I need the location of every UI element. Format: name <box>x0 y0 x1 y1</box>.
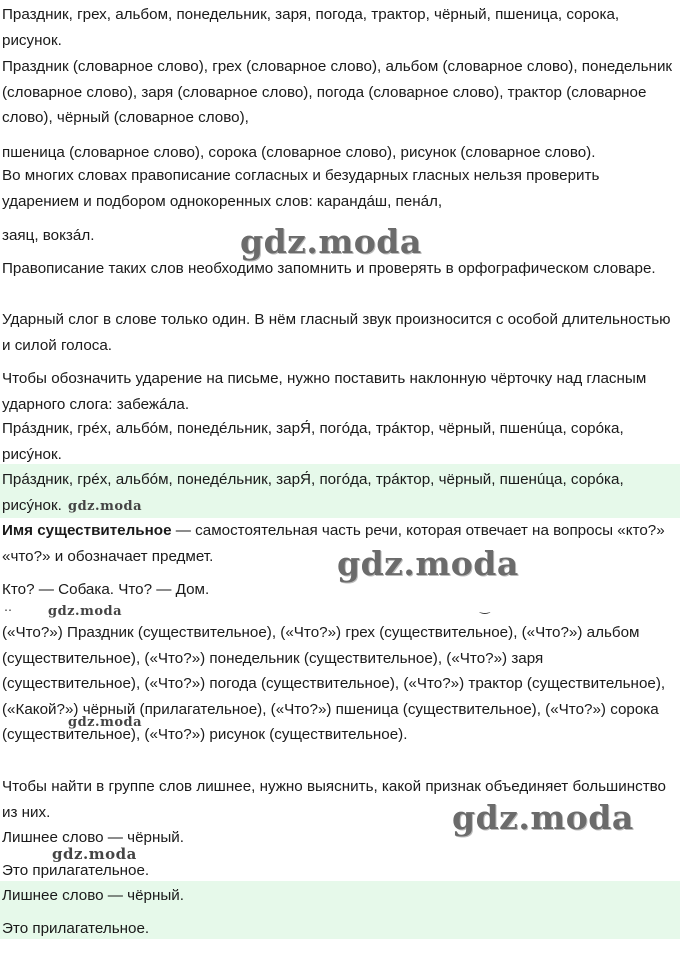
stress-mark-paragraph: Чтобы обозначить ударение на письме, нужно поставить наклонную чёрточку над гласным ударного слога: забежáла. <box>2 370 647 413</box>
part-of-speech-answer: Это прилагательное. <box>2 920 150 937</box>
watermark-logo-2: gdz.moda <box>337 544 519 583</box>
dots-divider-left: ‥ <box>4 600 13 614</box>
noun-definition-text: — самостоятельная часть речи, которая отвечает на вопросы «кто?» «что?» и обозначает предмет. <box>2 522 665 565</box>
odd-word-line: Лишнее слово — чёрный. <box>2 829 184 846</box>
word-list: Праздник, грех, альбом, понедельник, заря, погода, трактор, чёрный, пшеница, сорока, рисунок. <box>2 6 620 49</box>
odd-word-rule-paragraph: Чтобы найти в группе слов лишнее, нужно выяснить, какой признак объединяет большинство из них. <box>2 778 666 821</box>
parts-of-speech-paragraph: («Что?») Праздник (существительное), («Что?») грех (существительное), («Что?») альбом (существительное), («Что?») понедельник (существительное), («Что?») заря (существительное), («Что?») погода (существительное), («Что?») трактор (существительное), («Какой?») чёрный (прилагательное), («Что?») пшеница (существительное), («Что?») сорока (существительное), («Что?») рисунок (существительное). <box>2 624 666 743</box>
watermark-logo-small-2: gdz.moda <box>48 604 123 619</box>
question-examples: Кто? — Собака. Что? — Дом. <box>2 581 210 598</box>
spelling-examples: заяц, вокзáл. <box>2 227 95 244</box>
noun-term: Имя существительное <box>2 522 172 539</box>
dictionary-words-continued: пшеница (словарное слово), сорока (словарное слово), рисунок (словарное слово). <box>2 144 596 161</box>
odd-word-answer: Лишнее слово — чёрный. <box>2 887 184 904</box>
stress-rule-paragraph: Ударный слог в слове только один. В нём гласный звук произносится с особой длительностью и силой голоса. <box>2 311 671 354</box>
watermark-logo-small-1: gdz.moda <box>68 499 143 514</box>
watermark-logo-1: gdz.moda <box>240 222 422 261</box>
stressed-words-list: Прáздник, грéх, альбóм, понедéльник, зарЯ́, погóда, трáктор, чёрный, пшенúца, сорóка, рисýнок. <box>2 420 624 463</box>
watermark-logo-small-3: gdz.moda <box>68 715 143 730</box>
dictionary-rule-paragraph: Правописание таких слов необходимо запомнить и проверять в орфографическом словаре. <box>2 260 656 277</box>
watermark-logo-3: gdz.moda <box>452 798 634 837</box>
stressed-words-answer: Прáздник, грéх, альбóм, понедéльник, зарЯ́, погóда, трáктор, чёрный, пшенúца, сорóка, рисýнок. <box>2 471 624 514</box>
dots-divider-right: ‿ <box>480 600 490 614</box>
watermark-logo-small-4: gdz.moda <box>52 845 137 863</box>
part-of-speech-line: Это прилагательное. <box>2 862 150 879</box>
spelling-rule-paragraph: Во многих словах правописание согласных и безударных гласных нельзя проверить ударением и подбором однокоренных слов: карандáш, пенáл, <box>2 167 600 210</box>
dictionary-words-paragraph: Праздник (словарное слово), грех (словарное слово), альбом (словарное слово), понедельник (словарное слово), заря (словарное слово), погода (словарное слово), трактор (словарное слово), чёрный (словарное слово), <box>2 58 673 126</box>
